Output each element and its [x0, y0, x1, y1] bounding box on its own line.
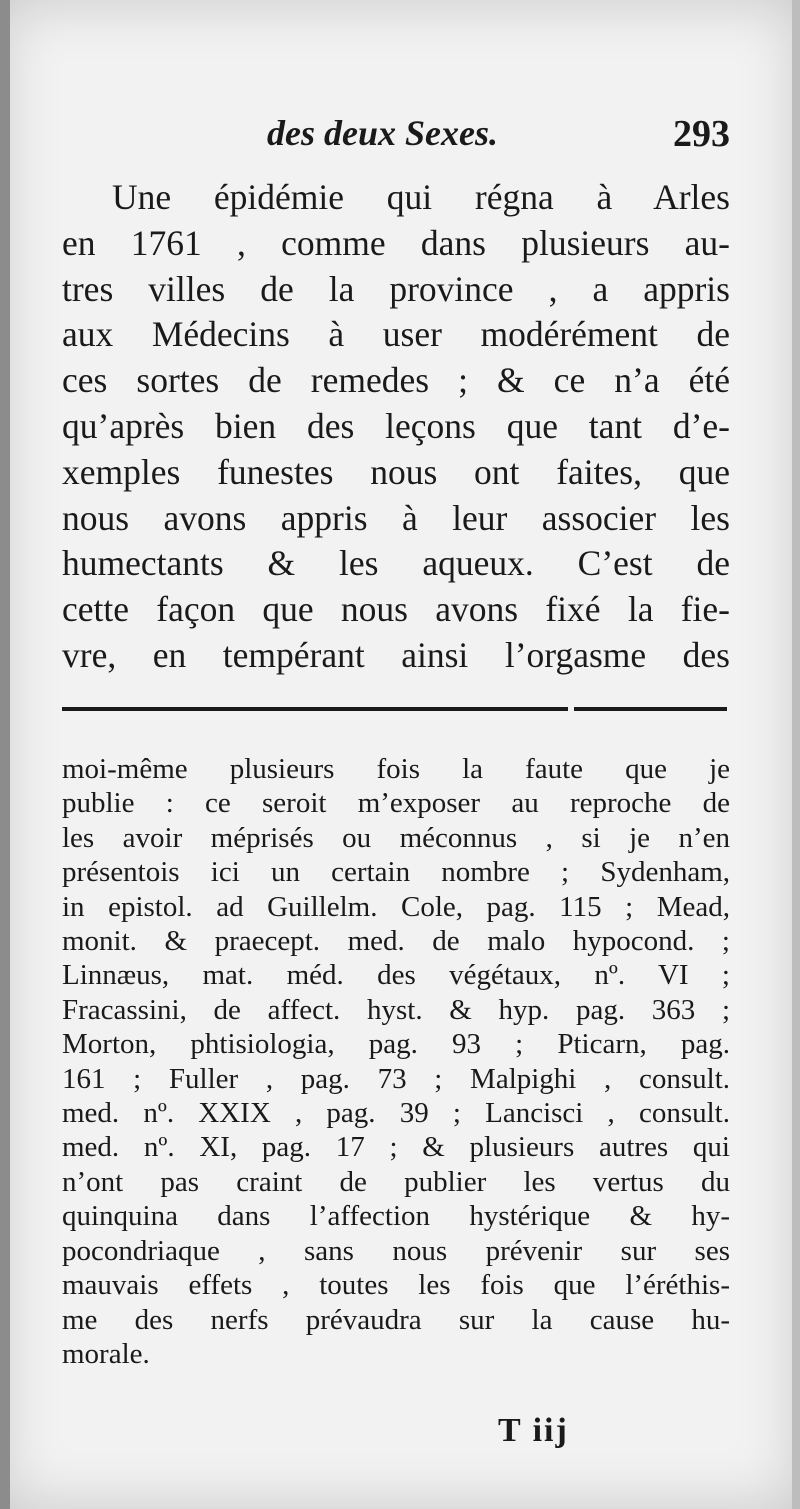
- footnote-line: 161 ; Fuller , pag. 73 ; Malpighi , consult.: [62, 1062, 730, 1095]
- main-text-line: en 1761 , comme dans plusieurs au-: [62, 222, 730, 263]
- footnote-line: quinquina dans l’affection hystérique & hy-: [62, 1200, 730, 1233]
- page-header: [62, 112, 730, 162]
- main-text: [62, 175, 730, 679]
- main-text-line: Une épidémie qui régna à Arles: [112, 177, 730, 217]
- separator-rule-gap: [568, 706, 574, 712]
- footnote-line: in epistol. ad Guillelm. Cole, pag. 115 ; Mead,: [62, 890, 730, 923]
- main-text-line: tres villes de la province , a appris: [62, 268, 730, 309]
- main-text-line: qu’après bien des leçons que tant d’e-: [62, 405, 730, 446]
- footnote-line: med. nº. XI, pag. 17 ; & plusieurs autres qui: [62, 1131, 730, 1164]
- main-text-line: humectants & les aqueux. C’est de: [62, 543, 730, 584]
- page-number: 293: [673, 113, 730, 155]
- page-right-edge: [792, 0, 800, 1509]
- footnote-line: morale.: [62, 1337, 150, 1370]
- main-text-line: ces sortes de remedes ; & ce n’a été: [62, 360, 730, 401]
- footnote-line: Morton, phtisiologia, pag. 93 ; Pticarn, pag.: [62, 1028, 730, 1061]
- footnote-line: moi-même plusieurs fois la faute que je: [62, 753, 730, 785]
- footnote-separator-rule: [62, 707, 727, 711]
- running-title: des deux Sexes.: [267, 113, 498, 153]
- footnote-line: les avoir méprisés ou méconnus , si je n’en: [62, 821, 730, 854]
- main-text-line: aux Médecins à user modérément de: [62, 314, 730, 355]
- footnote-line: Linnæus, mat. méd. des végétaux, nº. VI ;: [62, 959, 730, 992]
- footnote-line: présentois ici un certain nombre ; Sydenham,: [62, 856, 730, 889]
- footnote-line: med. nº. XXIX , pag. 39 ; Lancisci , consult.: [62, 1097, 730, 1130]
- footnote-line: n’ont pas craint de publier les vertus du: [62, 1165, 730, 1198]
- footnote-line: me des nerfs prévaudra sur la cause hu-: [62, 1303, 730, 1336]
- footnote-line: monit. & praecept. med. de malo hypocond. ;: [62, 925, 730, 958]
- footnote-text: [62, 752, 730, 1371]
- footnote-line: pocondriaque , sans nous prévenir sur ses: [62, 1234, 730, 1267]
- footnote-line: publie : ce seroit m’exposer au reproche de: [62, 787, 730, 820]
- main-text-line: xemples funestes nous ont faites, que: [62, 451, 730, 492]
- signature-mark: T iij: [498, 1412, 569, 1449]
- footnote-line: Fracassini, de affect. hyst. & hyp. pag. 363 ;: [62, 993, 730, 1026]
- main-text-line: vre, en tempérant ainsi l’orgasme des: [62, 634, 730, 675]
- footnote-line: mauvais effets , toutes les fois que l’éréthis-: [62, 1269, 730, 1302]
- main-text-line: nous avons appris à leur associer les: [62, 497, 730, 538]
- main-text-line: cette façon que nous avons fixé la fie-: [62, 589, 730, 630]
- page-left-edge: [0, 0, 10, 1509]
